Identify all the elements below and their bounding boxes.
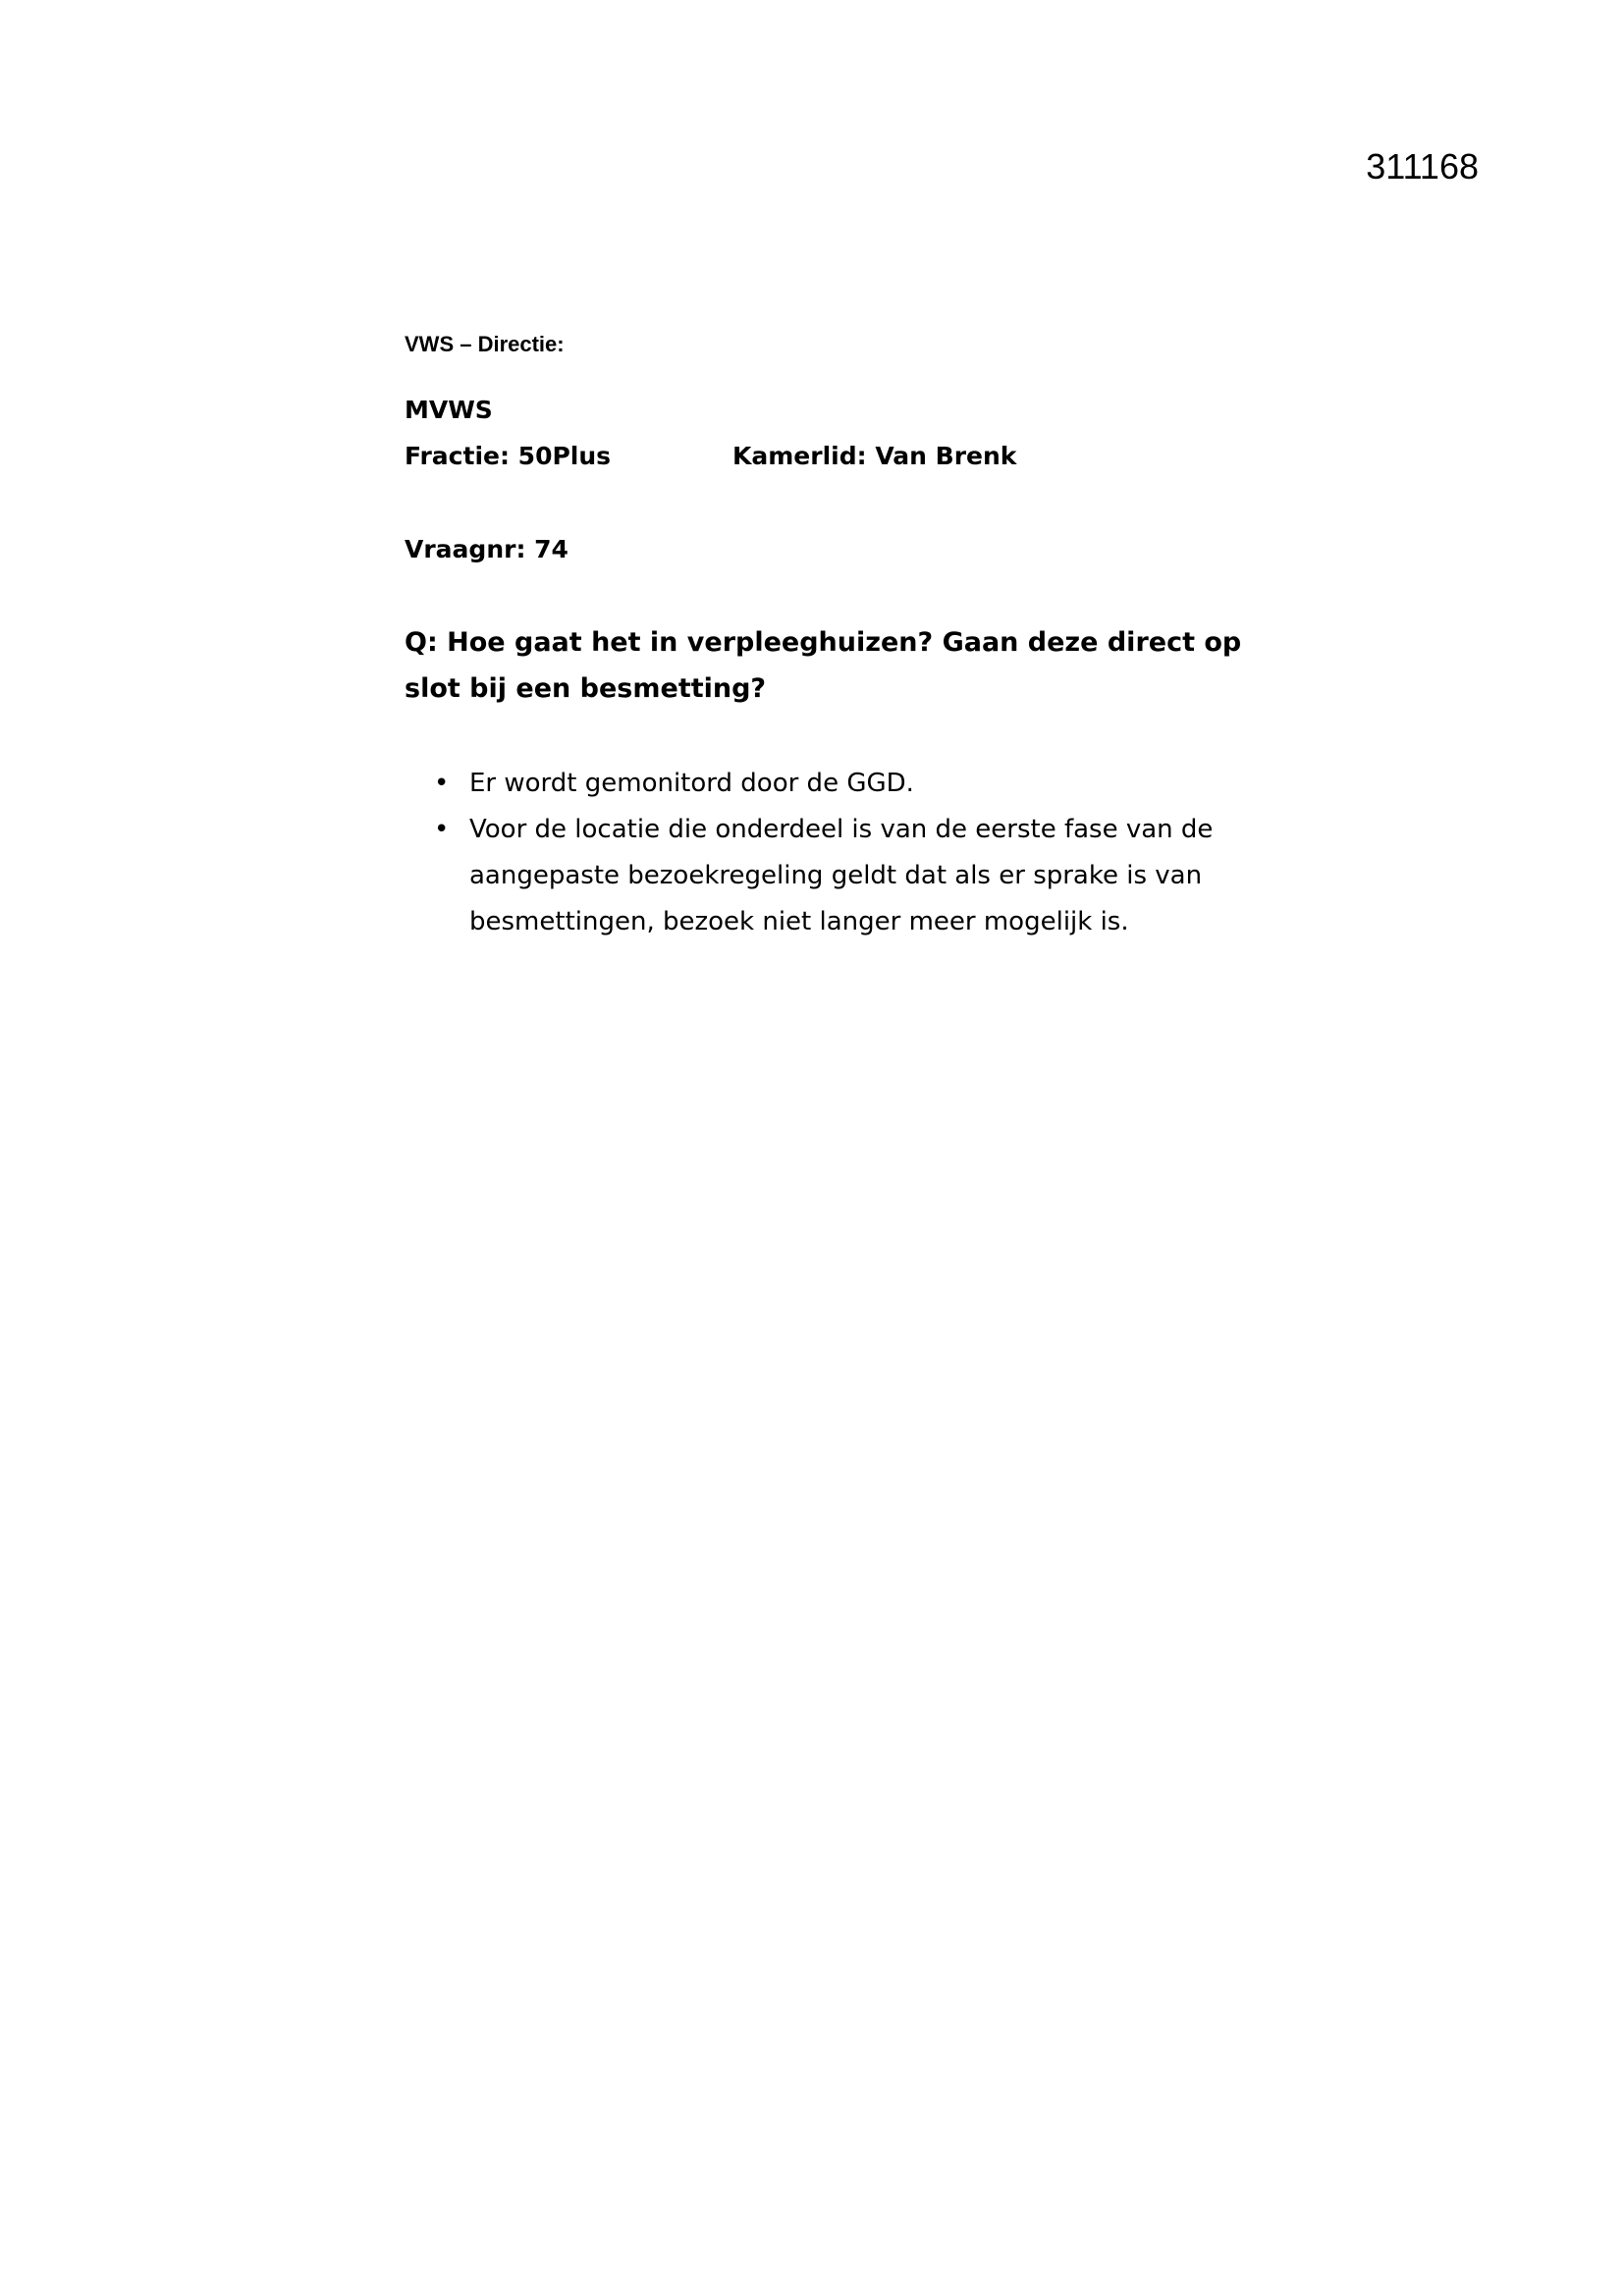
department-name: MVWS xyxy=(405,396,493,424)
party-member-row xyxy=(405,433,1269,479)
kamerlid-label: Kamerlid: Van Brenk xyxy=(732,442,1017,470)
answer-list xyxy=(405,761,1269,945)
answer-text: Voor de locatie die onderdeel is van de eerste fase van de aangepaste bezoekregeling geldt dat als er sprake is van besmettingen, bezoek niet langer meer mogelijk is. xyxy=(469,815,1214,936)
directie-label: VWS – Directie: xyxy=(405,332,565,356)
answer-item xyxy=(405,761,1269,807)
question-number: Vraagnr: 74 xyxy=(405,535,568,563)
bullet-icon: • xyxy=(434,769,450,798)
answer-text: Er wordt gemonitord door de GGD. xyxy=(469,769,914,798)
question-text: Q: Hoe gaat het in verpleeghuizen? Gaan deze direct op slot bij een besmetting? xyxy=(405,627,1242,704)
bullet-icon: • xyxy=(434,815,450,844)
fractie-label: Fractie: 50Plus xyxy=(405,442,612,470)
document-body xyxy=(405,334,1269,945)
document-number: 311168 xyxy=(1366,146,1479,187)
answer-item xyxy=(405,807,1269,945)
